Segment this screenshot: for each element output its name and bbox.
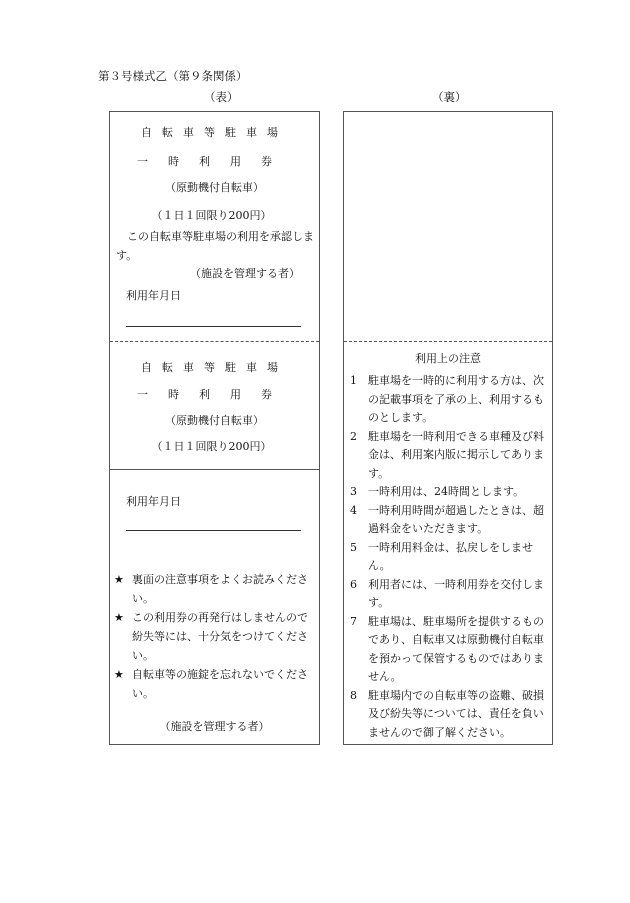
stub-price: （１日１回限り200円） <box>151 440 272 453</box>
note-item: 6 利用者には、一時利用券を交付します。 <box>350 577 544 609</box>
front-note: ★ 自転車等の施錠を忘れないでください。 <box>114 665 318 703</box>
bottom-use-date-label: 利用年月日 <box>126 495 181 508</box>
front-note: ★ この利用券の再発行はしませんので紛失等には、十分気をつけてください。 <box>114 608 318 665</box>
front-card <box>109 111 320 745</box>
note-item: 1 駐車場を一時的に利用する方は、次の記載事項を了承の上、利用するものとします。 <box>350 374 544 424</box>
form-label: 第３号様式乙（第９条関係） <box>98 69 248 83</box>
notes-title: 利用上の注意 <box>415 352 481 365</box>
stub-title: 自転車等駐車場 <box>141 361 288 374</box>
front-vehicle: （原動機付自転車） <box>165 181 264 194</box>
front-use-date-line <box>126 326 301 327</box>
star-icon: ★ <box>114 611 124 624</box>
note-item: 3 一時利用は、24時間とします。 <box>350 485 525 498</box>
front-note: ★ 裏面の注意事項をよくお読みください。 <box>114 570 318 608</box>
front-notes <box>114 570 318 703</box>
front-manager: （施設を管理する者） <box>190 267 300 280</box>
back-side-label: （裏） <box>432 90 467 104</box>
note-item: 7 駐車場は、駐車場所を提供するものであり、自転車又は原動機付自転車を預かって保管するものではありません。 <box>350 614 544 683</box>
note-item: 8 駐車場内での自転車等の盗難、破損及び紛失等については、責任を負いませんので御了解ください。 <box>350 688 544 739</box>
back-cut-line <box>344 341 552 342</box>
front-subtitle: 一時利用券 <box>137 155 292 168</box>
star-icon: ★ <box>114 573 124 586</box>
notes-list <box>350 372 548 742</box>
note-item: 4 一時利用時間が超過したときは、超過料金をいただきます。 <box>350 503 544 535</box>
front-side-label: （表） <box>204 90 239 104</box>
bottom-manager: （施設を管理する者） <box>159 720 270 733</box>
front-title: 自転車等駐車場 <box>141 126 288 139</box>
front-cut-line <box>110 341 319 342</box>
note-item: 2 駐車場を一時利用できる車種及び料金は、利用案内版に掲示してあります。 <box>350 429 544 480</box>
front-price: （１日１回限り200円） <box>151 209 272 222</box>
front-approval-text: この自転車等駐車場の利用を承認します。 <box>116 230 314 262</box>
front-divider <box>110 469 319 470</box>
stub-subtitle: 一時利用券 <box>137 388 292 401</box>
star-icon: ★ <box>114 668 124 681</box>
stub-vehicle: （原動機付自転車） <box>165 414 264 427</box>
back-card <box>343 111 553 745</box>
note-item: 5 一時利用料金は、払戻しをしません。 <box>350 540 533 572</box>
front-use-date-label: 利用年月日 <box>126 289 181 302</box>
bottom-use-date-line <box>126 530 301 531</box>
